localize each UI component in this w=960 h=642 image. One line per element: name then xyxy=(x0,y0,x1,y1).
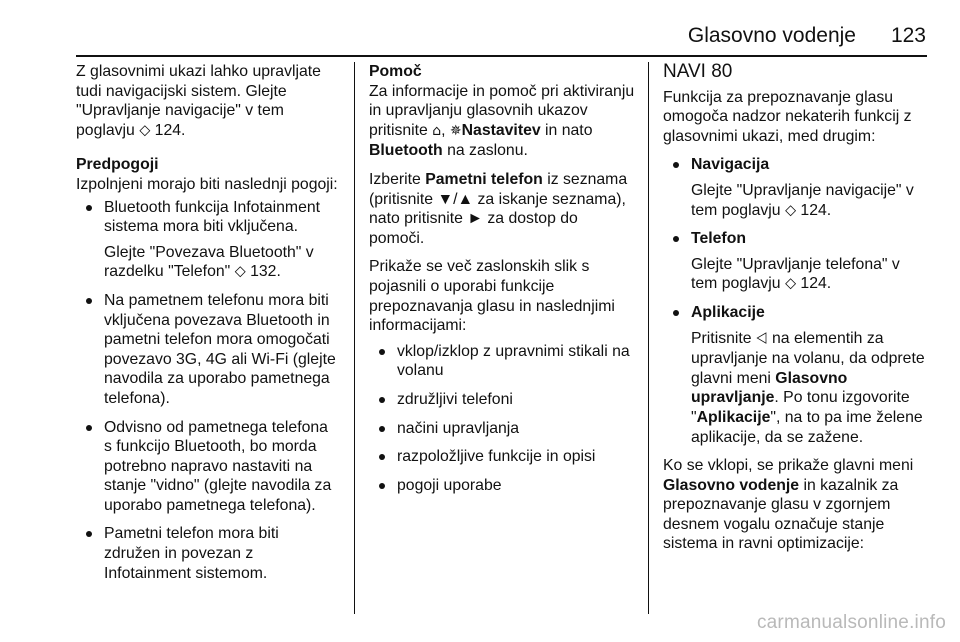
list-item: Odvisno od pametnega telefona s funkcijo Bluetooth, bo morda potrebno napravo nastaviti na stanje "vidno" (glejte navodila za uporabo pametnega telefona). xyxy=(76,418,346,516)
help-paragraph: Za informacije in pomoč pri aktiviranju in upravljanju glasovnih ukazov pritisnite ⌂, ✵Nastavitev in nato Bluetooth na zaslonu. xyxy=(369,82,635,160)
conditions-lead: Izpolnjeni morajo biti naslednji pogoji: xyxy=(76,175,338,193)
intro-paragraph: Z glasovnimi ukazi lahko upravljate tudi navigacijski sistem. Glejte "Upravljanje navigacije" v tem poglavju ⬦ 124. xyxy=(76,63,321,139)
gear-icon: ✵ xyxy=(449,122,462,139)
section-heading-navi80: NAVI 80 xyxy=(663,61,733,82)
page-title: Glasovno vodenje xyxy=(687,24,856,47)
column-divider-1 xyxy=(354,62,355,614)
section-heading-pomoc: Pomoč xyxy=(369,63,422,80)
column-divider-2 xyxy=(648,62,649,614)
list-item: Telefon Glejte "Upravljanje telefona" v tem poglavju ⬦ 124. xyxy=(663,229,933,294)
home-icon: ⌂ xyxy=(432,122,442,139)
header-rule xyxy=(76,55,927,57)
list-item: Pametni telefon mora biti združen in povezan z Infotainment sistemom. xyxy=(76,524,346,583)
screens-paragraph: Prikaže se več zaslonskih slik s pojasnili o uporabi funkcije prepoznavanja glasu in naslednjimi informacijami: xyxy=(369,258,615,335)
column-1 xyxy=(76,62,346,592)
voice-control-icon: ⨞ xyxy=(755,330,768,347)
list-item: Na pametnem telefonu mora biti vključena povezava Bluetooth in pametni telefon mora omogočati povezavo 3G, 4G ali Wi-Fi (glejte navodila za uporabo pametnega telefona). xyxy=(76,291,346,409)
list-item: Navigacija Glejte "Upravljanje navigacije" v tem poglavju ⬦ 124. xyxy=(663,155,933,220)
column-2 xyxy=(369,62,634,504)
list-item: združljivi telefoni xyxy=(369,390,634,410)
page-number: 123 xyxy=(890,24,926,47)
watermark: carmanualsonline.info xyxy=(756,612,946,633)
select-paragraph: Izberite Pametni telefon iz seznama (pritisnite ▼/▲ za iskanje seznama), nato pritisnite ► za dostop do pomoči. xyxy=(369,170,628,247)
list-item: Aplikacije Pritisnite ⨞ na elementih za upravljanje na volanu, da odprete glavni meni Glasovno upravljanje. Po tonu izgovorite "Aplikacije", na to pa ime želene aplikacije, da se zažene. xyxy=(663,303,933,447)
column-3 xyxy=(663,62,933,563)
navi-outro: Ko se vklopi, se prikaže glavni meni Glasovno vodenje in kazalnik za prepoznavanje glasu v zgornjem desnem vogalu označuje stanje sistema in ravni optimizacije: xyxy=(663,457,914,553)
list-item: Bluetooth funkcija Infotainment sistema mora biti vključena. Glejte "Povezava Bluetooth" v razdelku "Telefon" ⬦ 132. xyxy=(76,198,346,282)
navi-intro: Funkcija za prepoznavanje glasu omogoča nadzor nekaterih funkcij z glasovnimi ukazi, med drugim: xyxy=(663,88,912,145)
list-item: pogoji uporabe xyxy=(369,476,634,496)
section-heading-predpogoji: Predpogoji xyxy=(76,156,159,174)
list-item: vklop/izklop z upravnimi stikali na volanu xyxy=(369,342,634,381)
list-item: načini upravljanja xyxy=(369,419,634,439)
list-item: razpoložljive funkcije in opisi xyxy=(369,447,634,467)
